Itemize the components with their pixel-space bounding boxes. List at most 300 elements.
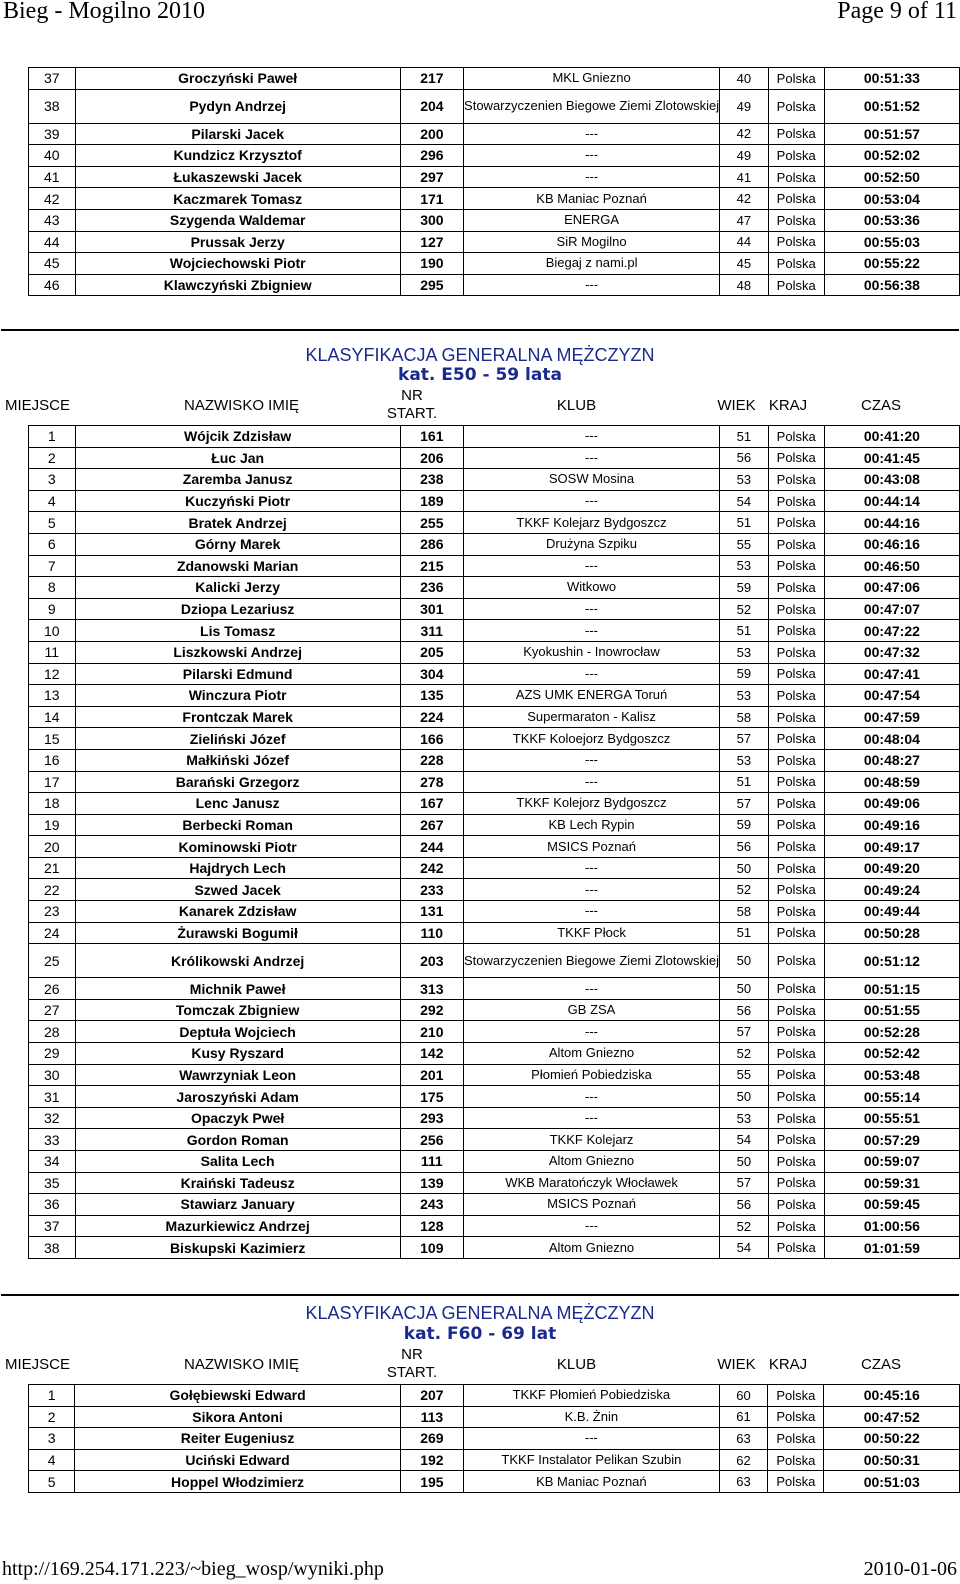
name-cell: Szwed Jacek: [75, 879, 400, 901]
table-row: [29, 857, 960, 879]
name-cell: Jaroszyński Adam: [75, 1086, 400, 1108]
country-cell: Polska: [768, 469, 824, 491]
age-cell: 49: [720, 145, 768, 167]
place-cell: 20: [29, 836, 76, 858]
club-cell: KB Maniac Poznań: [464, 1471, 720, 1493]
table-row: [29, 490, 960, 512]
table-row: [29, 978, 960, 1000]
start-number-cell: 242: [400, 857, 463, 879]
table-row: [29, 209, 960, 231]
time-cell: 00:48:04: [824, 728, 959, 750]
section-e-subtitle: kat. E50 - 59 lata: [398, 365, 562, 385]
table-row: [29, 999, 960, 1021]
time-cell: 01:00:56: [824, 1215, 959, 1237]
place-cell: 35: [29, 1172, 76, 1194]
time-cell: 00:52:50: [824, 166, 959, 188]
time-cell: 00:49:20: [824, 857, 959, 879]
age-cell: 50: [720, 1151, 768, 1173]
name-cell: Kraiński Tadeusz: [75, 1172, 400, 1194]
club-cell: ---: [463, 1107, 719, 1129]
page-footer: [0, 1560, 960, 1584]
age-cell: 44: [720, 231, 768, 253]
time-cell: 00:52:02: [824, 145, 959, 167]
start-number-cell: 142: [400, 1043, 463, 1065]
time-cell: 00:47:41: [824, 663, 959, 685]
club-cell: TKKF Instalator Pelikan Szubin: [464, 1449, 720, 1471]
country-cell: Polska: [768, 209, 824, 231]
place-cell: 7: [29, 555, 76, 577]
name-cell: Hajdrych Lech: [75, 857, 400, 879]
club-cell: ENERGA: [463, 209, 719, 231]
table-row: [29, 512, 960, 534]
time-cell: 00:56:38: [824, 274, 959, 296]
country-cell: Polska: [768, 1449, 824, 1471]
time-cell: 00:45:16: [824, 1385, 960, 1407]
name-cell: Uciński Edward: [75, 1449, 401, 1471]
time-cell: 00:51:52: [824, 89, 959, 123]
table-row: [29, 1021, 960, 1043]
start-number-cell: 293: [400, 1107, 463, 1129]
name-cell: Hoppel Włodzimierz: [75, 1471, 401, 1493]
place-cell: 4: [29, 1449, 75, 1471]
time-cell: 00:44:14: [824, 490, 959, 512]
country-cell: Polska: [768, 274, 824, 296]
section-divider-f: [1, 1294, 959, 1296]
club-cell: SOSW Mosina: [463, 469, 719, 491]
place-cell: 32: [29, 1107, 76, 1129]
age-cell: 57: [720, 1172, 768, 1194]
country-cell: Polska: [768, 1194, 824, 1216]
age-cell: 41: [720, 166, 768, 188]
table-row: [29, 944, 960, 978]
place-cell: 15: [29, 728, 76, 750]
time-cell: 00:48:59: [824, 771, 959, 793]
place-cell: 13: [29, 685, 76, 707]
club-cell: GB ZSA: [463, 999, 719, 1021]
header-name: NAZWISKO IMIĘ: [183, 397, 299, 414]
country-cell: Polska: [768, 793, 824, 815]
start-number-cell: 190: [400, 253, 463, 275]
start-number-cell: 296: [400, 145, 463, 167]
club-cell: ---: [463, 879, 719, 901]
country-cell: Polska: [768, 879, 824, 901]
place-cell: 37: [29, 1215, 76, 1237]
place-cell: 45: [29, 253, 76, 275]
table-row: [29, 641, 960, 663]
country-cell: Polska: [768, 901, 824, 923]
name-cell: Reiter Eugeniusz: [75, 1428, 401, 1450]
start-number-cell: 278: [400, 771, 463, 793]
age-cell: 40: [720, 68, 768, 90]
start-number-cell: 286: [400, 533, 463, 555]
place-cell: 8: [29, 577, 76, 599]
header-country: KRAJ: [768, 1356, 808, 1373]
start-number-cell: 131: [400, 901, 463, 923]
name-cell: Winczura Piotr: [75, 685, 400, 707]
table-row: [29, 1064, 960, 1086]
table-row: [29, 1428, 960, 1450]
name-cell: Zieliński Józef: [75, 728, 400, 750]
age-cell: 55: [720, 533, 768, 555]
club-cell: ---: [463, 555, 719, 577]
country-cell: Polska: [768, 814, 824, 836]
start-number-cell: 311: [400, 620, 463, 642]
place-cell: 17: [29, 771, 76, 793]
name-cell: Lis Tomasz: [75, 620, 400, 642]
time-cell: 00:51:15: [824, 978, 959, 1000]
club-cell: Altom Gniezno: [463, 1237, 719, 1259]
age-cell: 51: [720, 620, 768, 642]
age-cell: 63: [719, 1471, 768, 1493]
time-cell: 00:59:07: [824, 1151, 959, 1173]
time-cell: 00:47:59: [824, 706, 959, 728]
club-cell: ---: [463, 857, 719, 879]
club-cell: Stowarzyczenien Biegowe Ziemi Zlotowskiej: [463, 944, 719, 978]
start-number-cell: 244: [400, 836, 463, 858]
age-cell: 51: [720, 512, 768, 534]
club-cell: Biegaj z nami.pl: [463, 253, 719, 275]
place-cell: 25: [29, 944, 76, 978]
country-cell: Polska: [768, 1471, 824, 1493]
results-table-continuation: [28, 67, 960, 296]
time-cell: 00:47:07: [824, 598, 959, 620]
table-row: [29, 663, 960, 685]
table-row: [29, 533, 960, 555]
time-cell: 00:55:51: [824, 1107, 959, 1129]
time-cell: 00:47:52: [824, 1406, 960, 1428]
club-cell: ---: [463, 1215, 719, 1237]
age-cell: 63: [719, 1428, 768, 1450]
country-cell: Polska: [768, 706, 824, 728]
country-cell: Polska: [768, 1172, 824, 1194]
club-cell: TKKF Kolejorz Bydgoszcz: [463, 793, 719, 815]
time-cell: 00:53:04: [824, 188, 959, 210]
place-cell: 38: [29, 89, 76, 123]
place-cell: 24: [29, 922, 76, 944]
club-cell: ---: [463, 1021, 719, 1043]
place-cell: 30: [29, 1064, 76, 1086]
name-cell: Prussak Jerzy: [75, 231, 400, 253]
age-cell: 58: [720, 706, 768, 728]
name-cell: Kalicki Jerzy: [75, 577, 400, 599]
start-number-cell: 111: [400, 1151, 463, 1173]
header-club: KLUB: [556, 397, 597, 414]
page-footer-date: 2010-01-06: [863, 1558, 957, 1580]
time-cell: 00:44:16: [824, 512, 959, 534]
country-cell: Polska: [768, 944, 824, 978]
table-row: [29, 123, 960, 145]
country-cell: Polska: [768, 685, 824, 707]
age-cell: 60: [719, 1385, 768, 1407]
name-cell: Gordon Roman: [75, 1129, 400, 1151]
country-cell: Polska: [768, 728, 824, 750]
start-number-cell: 195: [400, 1471, 463, 1493]
country-cell: Polska: [768, 771, 824, 793]
time-cell: 00:52:28: [824, 1021, 959, 1043]
club-cell: ---: [463, 145, 719, 167]
name-cell: Frontczak Marek: [75, 706, 400, 728]
name-cell: Michnik Paweł: [75, 978, 400, 1000]
header-club: KLUB: [556, 1356, 597, 1373]
place-cell: 38: [29, 1237, 76, 1259]
name-cell: Biskupski Kazimierz: [75, 1237, 400, 1259]
country-cell: Polska: [768, 1043, 824, 1065]
table-row: [29, 145, 960, 167]
page-header-page-number: Page 9 of 11: [837, 0, 957, 24]
header-age: WIEK: [717, 1356, 756, 1373]
section-f-column-headers: [0, 1344, 960, 1384]
age-cell: 49: [720, 89, 768, 123]
time-cell: 00:51:57: [824, 123, 959, 145]
country-cell: Polska: [768, 123, 824, 145]
country-cell: Polska: [768, 1215, 824, 1237]
time-cell: 00:50:28: [824, 922, 959, 944]
table-row: [29, 447, 960, 469]
age-cell: 53: [720, 641, 768, 663]
start-number-cell: 292: [400, 999, 463, 1021]
start-number-cell: 109: [400, 1237, 463, 1259]
age-cell: 54: [720, 490, 768, 512]
header-start-no-line1: NR: [401, 1346, 423, 1363]
name-cell: Berbecki Roman: [75, 814, 400, 836]
age-cell: 55: [720, 1064, 768, 1086]
table-row: [29, 685, 960, 707]
age-cell: 57: [720, 793, 768, 815]
start-number-cell: 236: [400, 577, 463, 599]
table-row: [29, 620, 960, 642]
section-f-subtitle: kat. F60 - 69 lat: [403, 1324, 557, 1344]
start-number-cell: 167: [400, 793, 463, 815]
name-cell: Liszkowski Andrzej: [75, 641, 400, 663]
start-number-cell: 215: [400, 555, 463, 577]
start-number-cell: 207: [400, 1385, 463, 1407]
age-cell: 50: [720, 857, 768, 879]
club-cell: ---: [463, 426, 719, 448]
age-cell: 56: [720, 1194, 768, 1216]
table-row: [29, 469, 960, 491]
club-cell: TKKF Płomień Pobiedziska: [464, 1385, 720, 1407]
time-cell: 00:48:27: [824, 749, 959, 771]
place-cell: 33: [29, 1129, 76, 1151]
country-cell: Polska: [768, 1151, 824, 1173]
country-cell: Polska: [768, 533, 824, 555]
start-number-cell: 269: [400, 1428, 463, 1450]
club-cell: MSICS Poznań: [463, 1194, 719, 1216]
age-cell: 53: [720, 685, 768, 707]
time-cell: 00:50:22: [824, 1428, 960, 1450]
place-cell: 12: [29, 663, 76, 685]
start-number-cell: 203: [400, 944, 463, 978]
place-cell: 26: [29, 978, 76, 1000]
country-cell: Polska: [768, 1107, 824, 1129]
header-start-no-line2: START.: [386, 405, 438, 422]
name-cell: Sikora Antoni: [75, 1406, 401, 1428]
start-number-cell: 171: [400, 188, 463, 210]
place-cell: 42: [29, 188, 76, 210]
page-header-title: Bieg - Mogilno 2010: [3, 0, 205, 24]
name-cell: Łukaszewski Jacek: [75, 166, 400, 188]
country-cell: Polska: [768, 68, 824, 90]
age-cell: 51: [720, 771, 768, 793]
table-row: [29, 814, 960, 836]
header-name: NAZWISKO IMIĘ: [183, 1356, 299, 1373]
name-cell: Deptuła Wojciech: [75, 1021, 400, 1043]
country-cell: Polska: [768, 512, 824, 534]
start-number-cell: 224: [400, 706, 463, 728]
start-number-cell: 189: [400, 490, 463, 512]
results-table-f60: [28, 1384, 960, 1493]
table-row: [29, 555, 960, 577]
name-cell: Klawczyński Zbigniew: [75, 274, 400, 296]
country-cell: Polska: [768, 1086, 824, 1108]
time-cell: 00:55:03: [824, 231, 959, 253]
age-cell: 57: [720, 728, 768, 750]
table-row: [29, 1471, 960, 1493]
country-cell: Polska: [768, 999, 824, 1021]
time-cell: 00:46:16: [824, 533, 959, 555]
time-cell: 00:59:31: [824, 1172, 959, 1194]
country-cell: Polska: [768, 1428, 824, 1450]
header-place: MIEJSCE: [4, 1356, 70, 1373]
table-row: [29, 1043, 960, 1065]
place-cell: 46: [29, 274, 76, 296]
name-cell: Tomczak Zbigniew: [75, 999, 400, 1021]
table-row: [29, 1194, 960, 1216]
time-cell: 00:51:12: [824, 944, 959, 978]
time-cell: 01:01:59: [824, 1237, 959, 1259]
club-cell: ---: [463, 620, 719, 642]
page-header: [0, 0, 960, 36]
country-cell: Polska: [768, 145, 824, 167]
age-cell: 57: [720, 1021, 768, 1043]
club-cell: Stowarzyczenien Biegowe Ziemi Zlotowskiej: [463, 89, 719, 123]
results-table-e50: [28, 425, 960, 1259]
table-row: [29, 426, 960, 448]
table-row: [29, 836, 960, 858]
country-cell: Polska: [768, 1064, 824, 1086]
start-number-cell: 255: [400, 512, 463, 534]
header-country: KRAJ: [768, 397, 808, 414]
start-number-cell: 166: [400, 728, 463, 750]
age-cell: 53: [720, 555, 768, 577]
name-cell: Mazurkiewicz Andrzej: [75, 1215, 400, 1237]
start-number-cell: 301: [400, 598, 463, 620]
place-cell: 5: [29, 512, 76, 534]
table-row: [29, 598, 960, 620]
age-cell: 52: [720, 1043, 768, 1065]
start-number-cell: 228: [400, 749, 463, 771]
time-cell: 00:47:54: [824, 685, 959, 707]
name-cell: Kaczmarek Tomasz: [75, 188, 400, 210]
country-cell: Polska: [768, 1237, 824, 1259]
club-cell: Altom Gniezno: [463, 1043, 719, 1065]
name-cell: Salita Lech: [75, 1151, 400, 1173]
place-cell: 36: [29, 1194, 76, 1216]
club-cell: Altom Gniezno: [463, 1151, 719, 1173]
table-row: [29, 879, 960, 901]
table-row: [29, 706, 960, 728]
place-cell: 43: [29, 209, 76, 231]
start-number-cell: 192: [400, 1449, 463, 1471]
table-row: [29, 231, 960, 253]
time-cell: 00:49:44: [824, 901, 959, 923]
table-row: [29, 89, 960, 123]
start-number-cell: 300: [400, 209, 463, 231]
name-cell: Stawiarz January: [75, 1194, 400, 1216]
header-age: WIEK: [717, 397, 756, 414]
club-cell: KB Maniac Poznań: [463, 188, 719, 210]
section-e-title: KLASYFIKACJA GENERALNA MĘŻCZYZN: [305, 345, 655, 365]
country-cell: Polska: [768, 857, 824, 879]
age-cell: 58: [720, 901, 768, 923]
table-row: [29, 253, 960, 275]
table-row: [29, 1449, 960, 1471]
country-cell: Polska: [768, 577, 824, 599]
club-cell: Kyokushin - Inowrocław: [463, 641, 719, 663]
start-number-cell: 256: [400, 1129, 463, 1151]
name-cell: Szygenda Waldemar: [75, 209, 400, 231]
country-cell: Polska: [768, 188, 824, 210]
time-cell: 00:51:03: [824, 1471, 960, 1493]
country-cell: Polska: [768, 253, 824, 275]
club-cell: Supermaraton - Kalisz: [463, 706, 719, 728]
time-cell: 00:41:20: [824, 426, 959, 448]
start-number-cell: 243: [400, 1194, 463, 1216]
age-cell: 51: [720, 922, 768, 944]
age-cell: 51: [720, 426, 768, 448]
time-cell: 00:51:33: [824, 68, 959, 90]
time-cell: 00:55:14: [824, 1086, 959, 1108]
club-cell: Płomień Pobiedziska: [463, 1064, 719, 1086]
club-cell: ---: [463, 978, 719, 1000]
start-number-cell: 233: [400, 879, 463, 901]
age-cell: 42: [720, 123, 768, 145]
club-cell: TKKF Kolejarz Bydgoszcz: [463, 512, 719, 534]
start-number-cell: 175: [400, 1086, 463, 1108]
age-cell: 42: [720, 188, 768, 210]
place-cell: 22: [29, 879, 76, 901]
header-start-no-line2: START.: [386, 1364, 438, 1381]
name-cell: Gołębiewski Edward: [75, 1385, 401, 1407]
name-cell: Opaczyk Pweł: [75, 1107, 400, 1129]
name-cell: Kuczyński Piotr: [75, 490, 400, 512]
age-cell: 53: [720, 1107, 768, 1129]
name-cell: Kominowski Piotr: [75, 836, 400, 858]
time-cell: 00:49:24: [824, 879, 959, 901]
age-cell: 45: [720, 253, 768, 275]
club-cell: TKKF Koloejorz Bydgoszcz: [463, 728, 719, 750]
page-footer-url: http://169.254.171.223/~bieg_wosp/wyniki.php: [2, 1558, 384, 1580]
place-cell: 37: [29, 68, 76, 90]
club-cell: ---: [463, 490, 719, 512]
age-cell: 47: [720, 209, 768, 231]
start-number-cell: 206: [400, 447, 463, 469]
country-cell: Polska: [768, 555, 824, 577]
country-cell: Polska: [768, 231, 824, 253]
table-row: [29, 1237, 960, 1259]
name-cell: Pydyn Andrzej: [75, 89, 400, 123]
name-cell: Bratek Andrzej: [75, 512, 400, 534]
age-cell: 53: [720, 469, 768, 491]
club-cell: ---: [463, 1086, 719, 1108]
age-cell: 52: [720, 879, 768, 901]
country-cell: Polska: [768, 663, 824, 685]
age-cell: 56: [720, 836, 768, 858]
time-cell: 00:49:16: [824, 814, 959, 836]
table-row: [29, 166, 960, 188]
club-cell: MKL Gniezno: [463, 68, 719, 90]
place-cell: 34: [29, 1151, 76, 1173]
